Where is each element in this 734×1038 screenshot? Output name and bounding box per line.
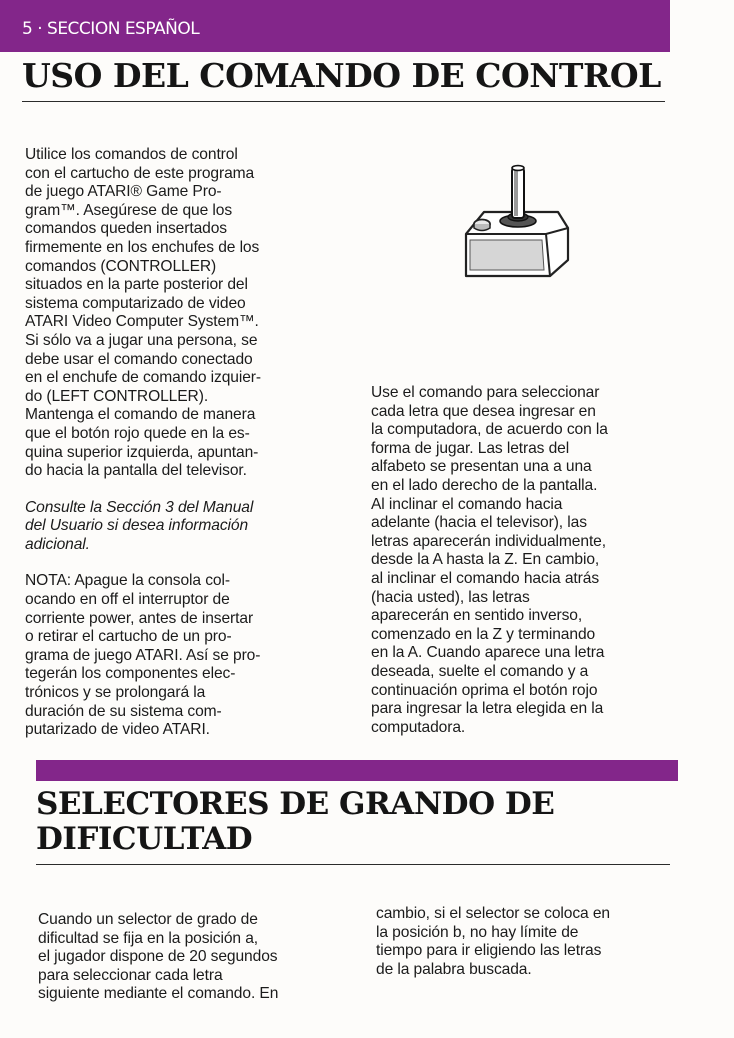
joystick-icon	[458, 160, 574, 280]
text-line: gram™. Asegúrese de que los	[25, 201, 233, 219]
text-line: Al inclinar el comando hacia	[371, 495, 563, 513]
text-line: debe usar el comando conectado	[25, 350, 253, 368]
text-line: comandos (CONTROLLER)	[25, 257, 217, 275]
text-line: duración de su sistema com-	[25, 702, 222, 720]
text-line: para seleccionar cada letra	[38, 966, 223, 984]
title-line: SELECTORES DE GRANDO DE	[36, 786, 555, 822]
title-rule	[36, 864, 670, 865]
text-line: que el botón rojo quede en la es-	[25, 424, 250, 442]
text-line: situados en la parte posterior del	[25, 276, 248, 294]
text-line: letras aparecerán individualmente,	[371, 532, 606, 550]
text-line: Use el comando para seleccionar	[371, 384, 600, 401]
text-line: desde la A hasta la Z. En cambio,	[371, 551, 600, 569]
text-line: con el cartucho de este programa	[25, 164, 255, 182]
text-line: ocando en off el interruptor de	[25, 591, 230, 609]
text-line: tiempo para ir eligiendo las letras	[376, 942, 602, 960]
text-line: computadora.	[371, 718, 466, 736]
text-line: Si sólo va a jugar una persona, se	[25, 331, 258, 349]
text-line: comenzado en la Z y terminando	[371, 625, 596, 643]
running-title: 5 · SECCION ESPAÑOL	[22, 19, 200, 39]
difficulty-column-right	[376, 905, 681, 979]
text-line: deseada, suelte el comando y a	[371, 662, 589, 680]
text-line: corriente power, antes de insertar	[25, 609, 254, 627]
text-line: al inclinar el comando hacia atrás	[371, 569, 600, 587]
manual-reference	[25, 499, 325, 555]
difficulty-column-left	[38, 911, 343, 1004]
text-line: Cuando un selector de grado de	[38, 911, 258, 928]
text-line: do (LEFT CONTROLLER).	[25, 387, 209, 405]
text-line: ATARI Video Computer System™.	[25, 313, 259, 331]
header-band	[0, 0, 670, 52]
column-left	[25, 146, 325, 740]
title-rule	[22, 101, 665, 102]
note-paragraph	[25, 572, 325, 739]
text-line: quina superior izquierda, apuntan-	[25, 443, 259, 461]
text-line: adicional.	[25, 535, 90, 553]
column-right	[371, 384, 683, 737]
text-line: Mantenga el comando de manera	[25, 406, 256, 424]
text-line: Utilice los comandos de control	[25, 146, 238, 163]
text-line: del Usuario si desea información	[25, 517, 249, 535]
text-line: trónicos y se prolongará la	[25, 684, 206, 702]
text-line: el jugador dispone de 20 segundos	[38, 948, 278, 966]
text-line: tegerán los componentes elec-	[25, 665, 236, 683]
text-line: en el enchufe de comando izquier-	[25, 369, 261, 387]
text-line: de la palabra buscada.	[376, 960, 532, 978]
section-divider-band	[36, 760, 678, 781]
text-line: cada letra que desea ingresar en	[371, 402, 596, 420]
text-line: siguiente mediante el comando. En	[38, 985, 279, 1003]
section-title-difficulty	[36, 787, 676, 856]
text-line: do hacia la pantalla del televisor.	[25, 462, 247, 480]
text-line: la posición b, no hay límite de	[376, 923, 579, 941]
text-line: alfabeto se presentan una a una	[371, 458, 592, 476]
text-line: comandos queden insertados	[25, 220, 227, 238]
text-line: (hacia usted), las letras	[371, 588, 530, 606]
text-line: de juego ATARI® Game Pro-	[25, 183, 222, 201]
text-line: para ingresar la letra elegida en la	[371, 700, 604, 718]
text-line: putarizado de video ATARI.	[25, 721, 210, 739]
text-line: Consulte la Sección 3 del Manual	[25, 498, 254, 516]
text-line: o retirar el cartucho de un pro-	[25, 628, 232, 646]
text-line: aparecerán en sentido inverso,	[371, 607, 583, 625]
title-line: DIFICULTAD	[36, 820, 253, 857]
intro-paragraph	[25, 146, 325, 481]
text-line: firmemente en los enchufes de los	[25, 238, 260, 256]
text-line: la computadora, de acuerdo con la	[371, 421, 608, 439]
text-line: NOTA: Apague la consola col-	[25, 572, 230, 590]
text-line: cambio, si el selector se coloca en	[376, 905, 610, 922]
text-line: dificultad se fija en la posición a,	[38, 929, 259, 947]
text-line: adelante (hacia el televisor), las	[371, 514, 587, 532]
text-line: grama de juego ATARI. Así se pro-	[25, 646, 261, 664]
section-title-control: USO DEL COMANDO DE CONTROL	[22, 56, 661, 95]
text-line: forma de jugar. Las letras del	[371, 439, 570, 457]
text-line: continuación oprima el botón rojo	[371, 681, 598, 699]
text-line: en el lado derecho de la pantalla.	[371, 476, 598, 494]
text-line: en la A. Cuando aparece una letra	[371, 644, 605, 662]
text-line: sistema computarizado de video	[25, 294, 246, 312]
